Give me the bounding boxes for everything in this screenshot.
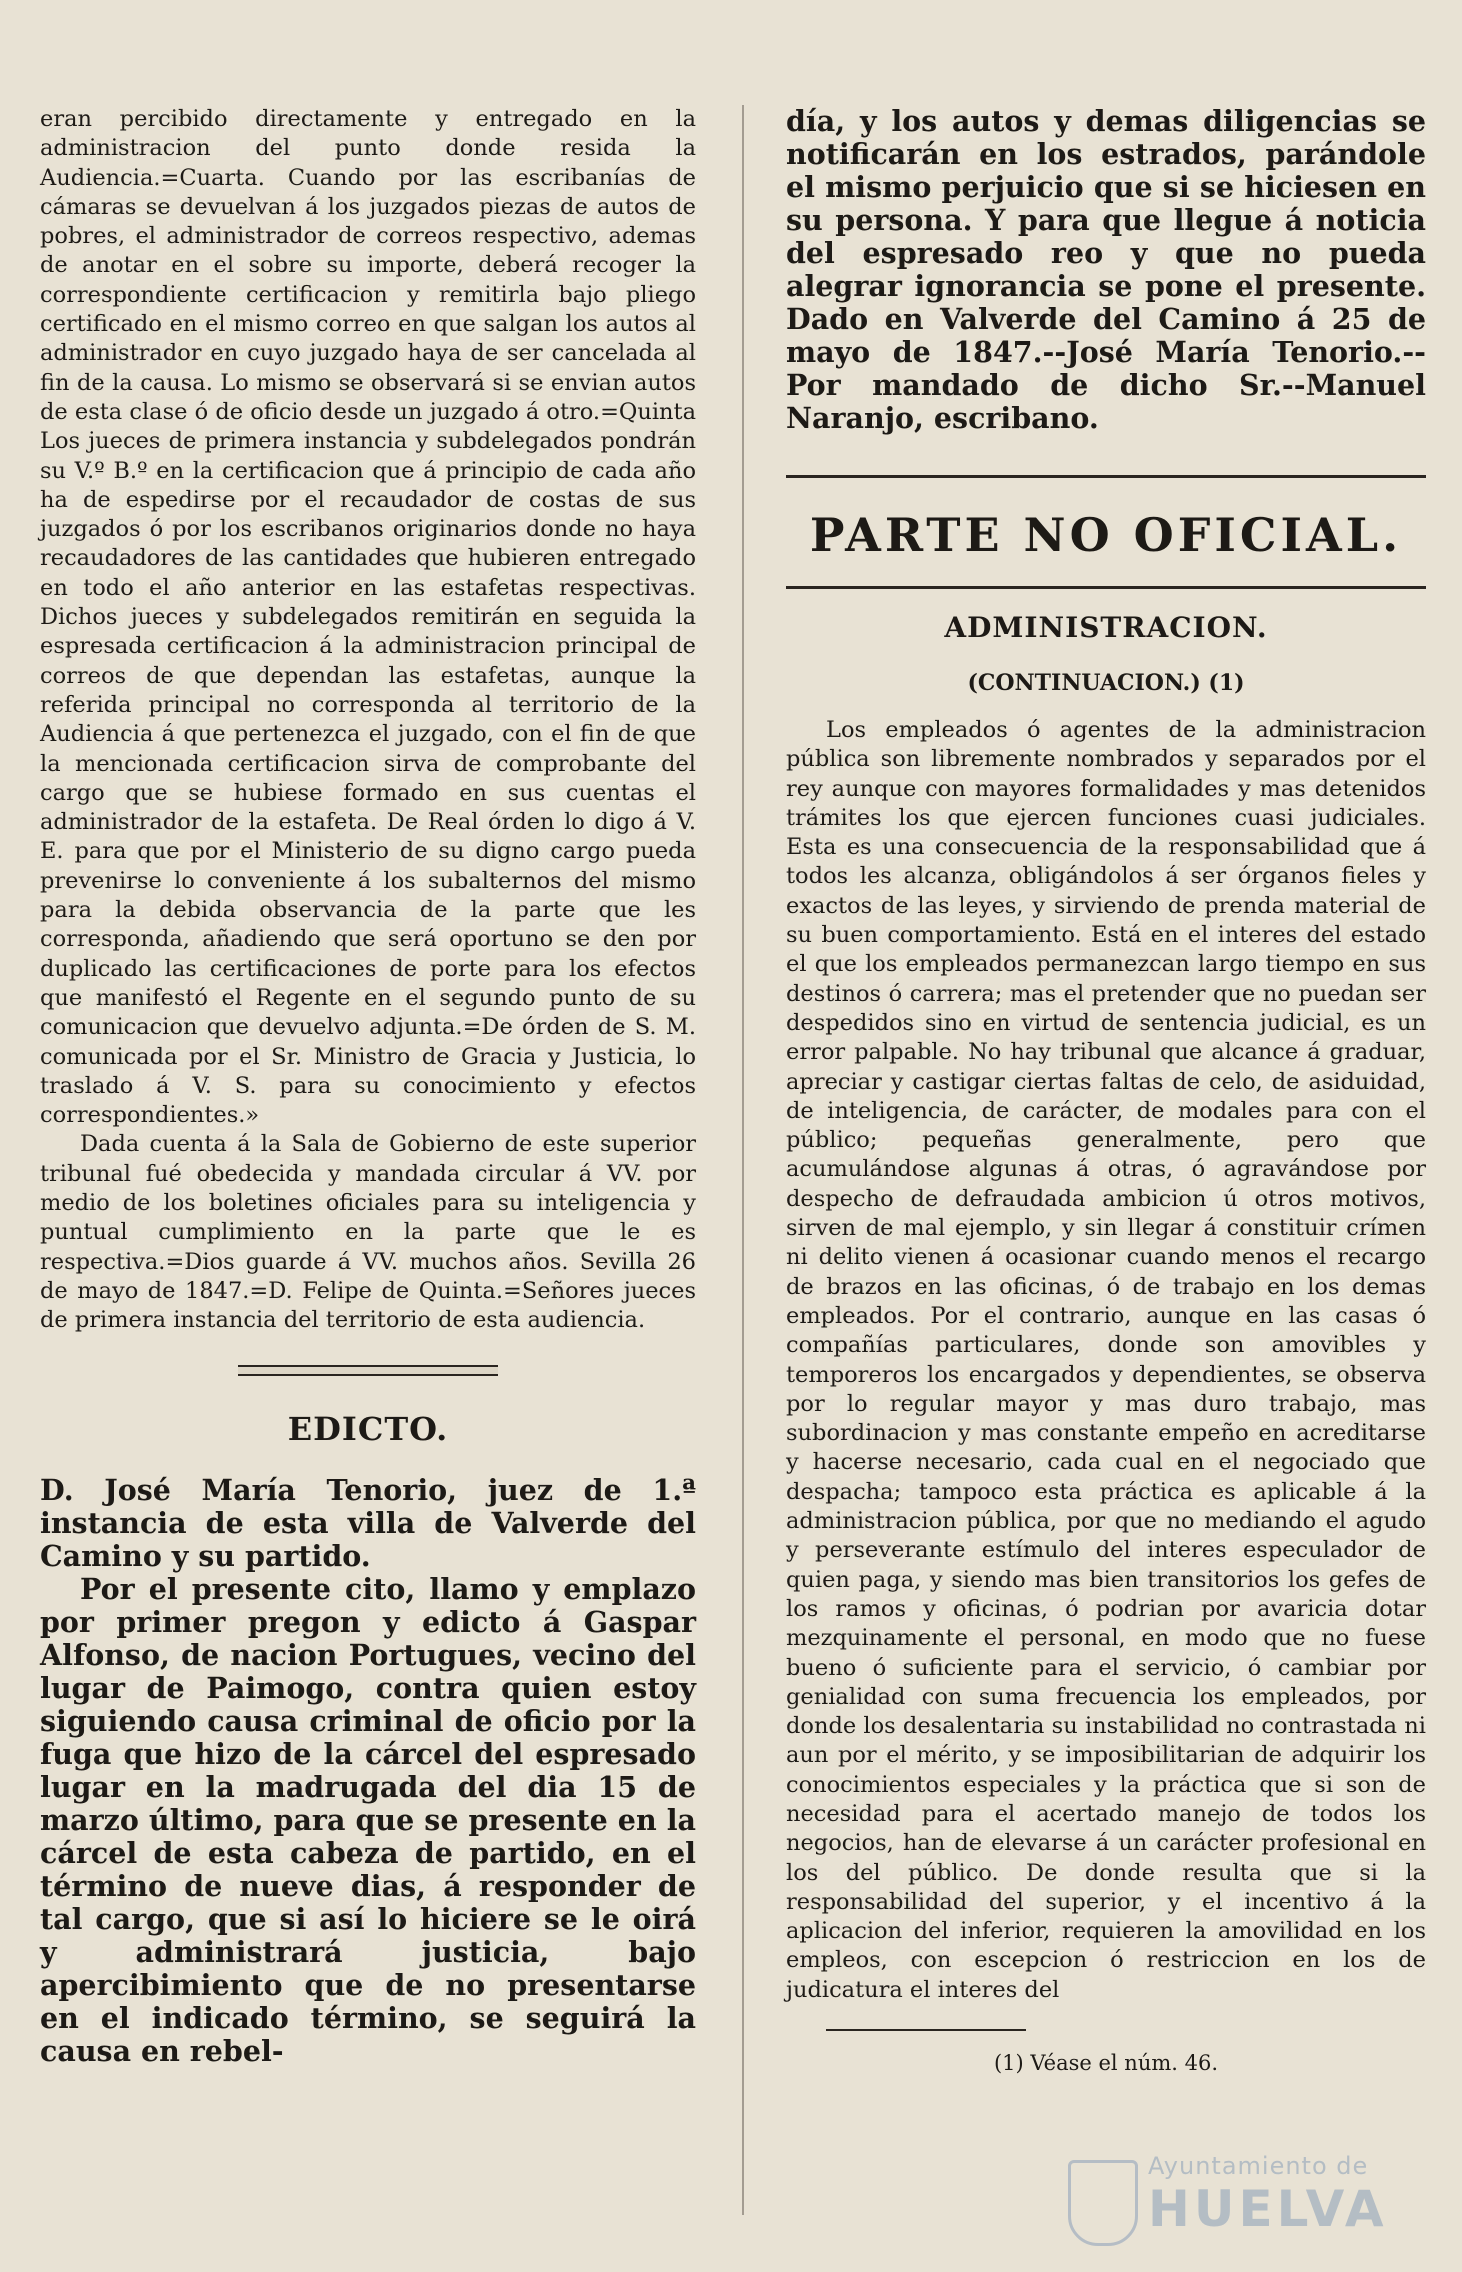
rule-above-section-title bbox=[786, 475, 1426, 478]
watermark-line2: HUELVA bbox=[1148, 2180, 1388, 2238]
section-title: PARTE NO OFICIAL. bbox=[809, 508, 1403, 562]
continuacion-label: (CONTINUACION.) (1) bbox=[967, 670, 1245, 696]
archive-watermark bbox=[1148, 2152, 1438, 2252]
left-column bbox=[40, 105, 696, 2068]
section-separator bbox=[238, 1365, 498, 1376]
edicto-intro: D. José María Tenorio, juez de 1.ª instancia de esta villa de Valverde del Camino y su partido. bbox=[40, 1473, 696, 1574]
section-title-wrap bbox=[786, 508, 1426, 562]
royal-order-text: eran percibido directamente y entregado en la administracion del punto donde resida la Audiencia.=Cuarta. Cuando por las escribanías de cámaras se devuelvan á los juzgados piezas de autos de pobres, el administrador de correos respectivo, ademas de anotar en el sobre su importe, deberá recoger la correspondiente certificacion y remitirla bajo pliego certificado en el mismo correo en que salgan los autos al administrador en cuyo juzgado haya de ser cancelada al fin de la causa. Lo mismo se observará si se envian autos de esta clase ó de oficio desde un juzgado á otro.=Quinta Los jueces de primera instancia y subdelegados pondrán su V.º B.º en la certificacion que á principio de cada año ha de espedirse por el recaudador de costas de sus juzgados ó por los escribanos originarios donde no haya recaudadores de las cantidades que hubieren entregado en todo el año anterior en las estafetas respectivas. Dichos jueces y subdelegados remitirán en seguida la espresada certificacion á la administracion principal de correos de que dependan las estafetas, aunque la referida principal no corresponda al territorio de la Audiencia á que pertenezca el juzgado, con el fin de que la mencionada certificacion sirva de comprobante del cargo que se hubiese formado en sus cuentas el administrador de la estafeta. De Real órden lo digo á V. E. para que por el Ministerio de su digno cargo pueda prevenirse lo conveniente á los subalternos del mismo para la debida observancia de la parte que les corresponda, añadiendo que será oportuno se den por duplicado las certificaciones de porte para los efectos que manifestó el Regente en el segundo punto de su comunicacion que devuelvo adjunta.=De órden de S. M. comunicada por el Sr. Ministro de Gracia y Justicia, lo traslado á V. S. para su conocimiento y efectos correspondientes.» bbox=[40, 106, 696, 1129]
sala-gobierno-text: Dada cuenta á la Sala de Gobierno de este superior tribunal fué obedecida y mandada circular á VV. por medio de los boletines oficiales para su inteligencia y puntual cumplimiento en la parte que le es respectiva.=Dios guarde á VV. muchos años. Sevilla 26 de mayo de 1847.=D. Felipe de Quinta.=Señores jueces de primera instancia del territorio de esta audiencia. bbox=[40, 1131, 696, 1334]
watermark-line1: Ayuntamiento de bbox=[1148, 2152, 1369, 2180]
footnote-rule bbox=[826, 2029, 1026, 2031]
edicto-body: Por el presente cito, llamo y emplazo por primer pregon y edicto á Gaspar Alfonso, de nacion Portugues, vecino del lugar de Paimogo, contra quien estoy siguiendo causa criminal de oficio por la fuga que hizo de la cárcel del espresado lugar en la madrugada del dia 15 de marzo último, para que se presente en la cárcel de esta cabeza de partido, en el término de nueve dias, á responder de tal cargo, que si así lo hiciere se le oirá y administrará justicia, bajo apercibimiento que de no presentarse en el indicado término, se seguirá la causa en rebel- bbox=[40, 1572, 696, 2069]
coat-of-arms-icon bbox=[1068, 2160, 1138, 2246]
administracion-body: Los empleados ó agentes de la administracion pública son libremente nombrados y separados por el rey aunque con mayores formalidades y mas detenidos trámites los que ejercen funciones cuasi judiciales. Esta es una consecuencia de la responsabilidad que á todos les alcanza, obligándolos á ser órganos fieles y exactos de las leyes, y sirviendo de prenda material de su buen comportamiento. Está en el interes del estado el que los empleados permanezcan largo tiempo en sus destinos ó carrera; mas el pretender que no puedan ser despedidos sino en virtud de sentencia judicial, es un error palpable. No hay tribunal que alcance á graduar, apreciar y castigar ciertas faltas de celo, de asiduidad, de inteligencia, de carácter, de modales para con el público; pequeñas generalmente, pero que acumulándose algunas á otras, ó agravándose por despecho de defraudada ambicion ú otros motivos, sirven de mal ejemplo, y sin llegar á constituir crímen ni delito vienen á ocasionar cuando menos el recargo de brazos en las oficinas, ó de trabajo en los demas empleados. Por el contrario, aunque en las casas ó compañías particulares, donde son amovibles y temporeros los encargados y dependientes, se observa por lo regular mayor y mas duro trabajo, mas subordinacion y mas constante empeño en acreditarse y hacerse necesario, cada cual en el negociado que despacha; tampoco esta práctica es aplicable á la administracion pública, por que no mediando el agudo y perseverante estímulo del interes especulador de quien paga, y siendo mas bien transitorios los gefes de los ramos y oficinas, ó podrian por avaricia dotar mezquinamente el personal, en modo que no fuese bueno ó suficiente para el servicio, ó cambiar por genialidad con suma frecuencia los empleados, por donde los desalentaria su instabilidad no contrastada ni aun por el mérito, y se imposibilitarian de adquirir los conocimientos especiales y la práctica que si son de necesidad para el acertado manejo de todos los negocios, han de elevarse á un carácter profesional en los del público. De donde resulta que si la responsabilidad del superior, y el incentivo á la aplicacion del inferior, requieren la amovilidad en los empleos, con escepcion ó restriccion en los de judicatura el interes del bbox=[786, 717, 1426, 2003]
administracion-heading: ADMINISTRACION. bbox=[944, 611, 1268, 644]
column-divider bbox=[742, 105, 744, 2215]
rule-below-section-title bbox=[786, 586, 1426, 589]
edicto-continuation: día, y los autos y demas diligencias se notificarán en los estrados, parándole el mismo perjuicio que si se hiciesen en su persona. Y para que llegue á noticia del espresado reo y que no pueda alegrar ignorancia se pone el presente. Dado en Valverde del Camino á 25 de mayo de 1847.--José María Tenorio.--Por mandado de dicho Sr.--Manuel Naranjo, escribano. bbox=[786, 104, 1426, 435]
right-column bbox=[786, 105, 1426, 2075]
footnote: (1) Véase el núm. 46. bbox=[993, 2051, 1219, 2076]
edicto-heading: EDICTO. bbox=[287, 1410, 449, 1449]
